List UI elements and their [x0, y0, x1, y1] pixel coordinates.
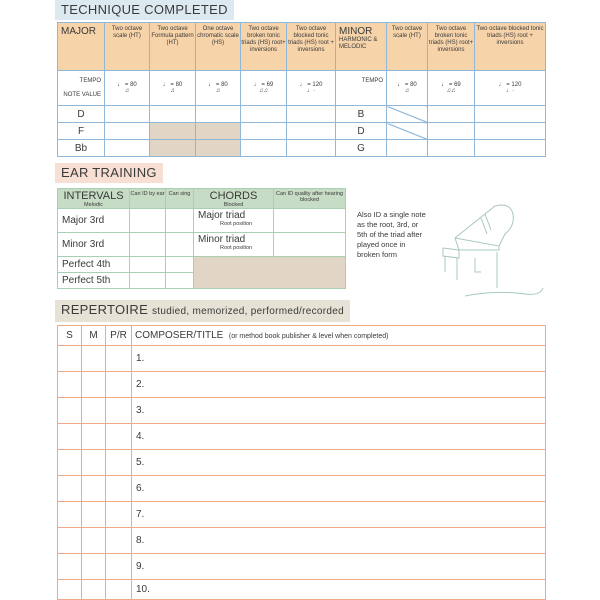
- check-cell[interactable]: [387, 140, 428, 157]
- minor-key: G: [336, 140, 387, 157]
- repertoire-entry[interactable]: 8.: [132, 528, 546, 554]
- check-cell[interactable]: [58, 372, 82, 398]
- repertoire-entry[interactable]: 1.: [132, 346, 546, 372]
- repertoire-entry[interactable]: 10.: [132, 580, 546, 600]
- check-cell[interactable]: [58, 580, 82, 600]
- minor-key: D: [336, 123, 387, 140]
- col-performed: P/R: [106, 326, 132, 346]
- chord-name: Major triad Root position: [194, 209, 274, 233]
- can-id-quality-header: Can ID quality after hearing blocked: [274, 189, 346, 209]
- grand-piano-illustration: [425, 200, 545, 300]
- chords-header: CHORDS Blocked: [194, 189, 274, 209]
- repertoire-entry[interactable]: 9.: [132, 554, 546, 580]
- check-cell[interactable]: [82, 502, 106, 528]
- col-studied: S: [58, 326, 82, 346]
- check-cell[interactable]: [166, 273, 194, 289]
- intervals-header: INTERVALS Melodic: [58, 189, 130, 209]
- shaded-cell: [196, 140, 241, 157]
- check-cell[interactable]: [58, 502, 82, 528]
- repertoire-banner: [55, 300, 350, 322]
- check-cell[interactable]: [58, 398, 82, 424]
- can-sing-header: Can sing: [166, 189, 194, 209]
- check-cell[interactable]: [106, 398, 132, 424]
- check-cell[interactable]: [241, 140, 287, 157]
- major-key: Bb: [58, 140, 105, 157]
- tempo-cell: ♩ = 69 ♫♫: [241, 71, 287, 106]
- check-cell[interactable]: [58, 450, 82, 476]
- major-col-header: Two octave blocked tonic triads (HS) root + inversions: [287, 23, 336, 71]
- check-cell[interactable]: [475, 140, 546, 157]
- tempo-cell: ♩ = 80 ♫: [105, 71, 150, 106]
- check-cell[interactable]: [428, 140, 475, 157]
- check-cell[interactable]: [130, 209, 166, 233]
- major-key: D: [58, 106, 105, 123]
- check-cell[interactable]: [428, 123, 475, 140]
- major-col-header: Two octave Formula pattern (HT): [150, 23, 196, 71]
- check-cell[interactable]: [105, 123, 150, 140]
- interval-name: Minor 3rd: [58, 233, 130, 257]
- check-cell[interactable]: [106, 450, 132, 476]
- check-cell[interactable]: [106, 372, 132, 398]
- check-cell[interactable]: [58, 346, 82, 372]
- check-cell[interactable]: [241, 106, 287, 123]
- tempo-label-cell: TEMPO NOTE VALUE: [58, 71, 105, 106]
- check-cell[interactable]: [106, 476, 132, 502]
- side-note: Also ID a single note as the root, 3rd, or 5th of the triad after played once in broken form: [357, 210, 426, 259]
- check-cell[interactable]: [475, 123, 546, 140]
- crossed-cell: [387, 123, 428, 140]
- check-cell[interactable]: [196, 106, 241, 123]
- interval-name: Perfect 5th: [58, 273, 130, 289]
- tempo-cell: ♩ = 69 ♫♫: [428, 71, 475, 106]
- technique-banner: TECHNIQUE COMPLETED: [55, 0, 234, 20]
- check-cell[interactable]: [58, 528, 82, 554]
- check-cell[interactable]: [130, 233, 166, 257]
- shaded-cell: [196, 123, 241, 140]
- check-cell[interactable]: [82, 450, 106, 476]
- repertoire-banner-rest: studied, memorized, performed/recorded: [151, 306, 345, 317]
- tempo-cell: ♩ = 120 ♩·: [287, 71, 336, 106]
- major-col-header: One octave chromatic scale (HS): [196, 23, 241, 71]
- check-cell[interactable]: [130, 257, 166, 273]
- tempo-cell: ♩ = 120 ♩·: [475, 71, 546, 106]
- crossed-cell: [387, 106, 428, 123]
- col-composer-title: COMPOSER/TITLE (or method book publisher & level when completed): [132, 326, 546, 346]
- repertoire-entry[interactable]: 3.: [132, 398, 546, 424]
- interval-name: Major 3rd: [58, 209, 130, 233]
- repertoire-entry[interactable]: 4.: [132, 424, 546, 450]
- check-cell[interactable]: [166, 233, 194, 257]
- major-col-header: Two octave broken tonic triads (HS) root+ inversions: [241, 23, 287, 71]
- check-cell[interactable]: [428, 106, 475, 123]
- tempo-cell: ♩ = 80 ♫: [196, 71, 241, 106]
- major-header: MAJOR: [58, 23, 105, 71]
- ear-training-banner: EAR TRAINING: [55, 163, 163, 183]
- check-cell[interactable]: [82, 346, 106, 372]
- ear-training-table: [57, 188, 346, 289]
- check-cell[interactable]: [82, 372, 106, 398]
- check-cell[interactable]: [82, 476, 106, 502]
- check-cell[interactable]: [106, 554, 132, 580]
- shaded-cell: [194, 257, 346, 289]
- check-cell[interactable]: [130, 273, 166, 289]
- check-cell[interactable]: [58, 476, 82, 502]
- repertoire-entry[interactable]: 7.: [132, 502, 546, 528]
- check-cell[interactable]: [82, 580, 106, 600]
- interval-name: Perfect 4th: [58, 257, 130, 273]
- check-cell[interactable]: [166, 209, 194, 233]
- check-cell[interactable]: [287, 106, 336, 123]
- check-cell[interactable]: [105, 140, 150, 157]
- repertoire-entry[interactable]: 5.: [132, 450, 546, 476]
- check-cell[interactable]: [241, 123, 287, 140]
- tempo-label-cell: TEMPO: [336, 71, 387, 106]
- check-cell[interactable]: [287, 140, 336, 157]
- check-cell[interactable]: [82, 528, 106, 554]
- check-cell[interactable]: [106, 580, 132, 600]
- check-cell[interactable]: [58, 554, 82, 580]
- minor-col-header: Two octave broken tonic triads (HS) root+ inversions: [428, 23, 475, 71]
- minor-col-header: Two octave scale (HT): [387, 23, 428, 71]
- col-memorized: M: [82, 326, 106, 346]
- check-cell[interactable]: [166, 257, 194, 273]
- check-cell[interactable]: [82, 398, 106, 424]
- check-cell[interactable]: [287, 123, 336, 140]
- check-cell[interactable]: [58, 424, 82, 450]
- check-cell[interactable]: [82, 554, 106, 580]
- minor-header: MINOR HARMONIC & MELODIC: [336, 23, 387, 71]
- check-cell[interactable]: [105, 106, 150, 123]
- check-cell[interactable]: [274, 209, 346, 233]
- technique-table: [57, 22, 546, 157]
- major-key: F: [58, 123, 105, 140]
- can-id-header: Can ID by ear: [130, 189, 166, 209]
- repertoire-entry[interactable]: 6.: [132, 476, 546, 502]
- check-cell[interactable]: [106, 528, 132, 554]
- shaded-cell: [150, 140, 196, 157]
- shaded-cell: [150, 123, 196, 140]
- repertoire-table: [57, 325, 546, 600]
- chord-name: Minor triad Root position: [194, 233, 274, 257]
- repertoire-entry[interactable]: 2.: [132, 372, 546, 398]
- check-cell[interactable]: [274, 233, 346, 257]
- check-cell[interactable]: [106, 424, 132, 450]
- tempo-cell: ♩ = 80 ♫: [150, 71, 196, 106]
- minor-key: B: [336, 106, 387, 123]
- check-cell[interactable]: [106, 502, 132, 528]
- check-cell[interactable]: [475, 106, 546, 123]
- check-cell[interactable]: [82, 424, 106, 450]
- minor-col-header: Two octave blocked tonic triads (HS) root + inversions: [475, 23, 546, 71]
- check-cell[interactable]: [106, 346, 132, 372]
- tempo-cell: ♩ = 80 ♫: [387, 71, 428, 106]
- major-col-header: Two octave scale (HT): [105, 23, 150, 71]
- repertoire-banner-main: REPERTOIRE: [61, 302, 149, 317]
- check-cell[interactable]: [150, 106, 196, 123]
